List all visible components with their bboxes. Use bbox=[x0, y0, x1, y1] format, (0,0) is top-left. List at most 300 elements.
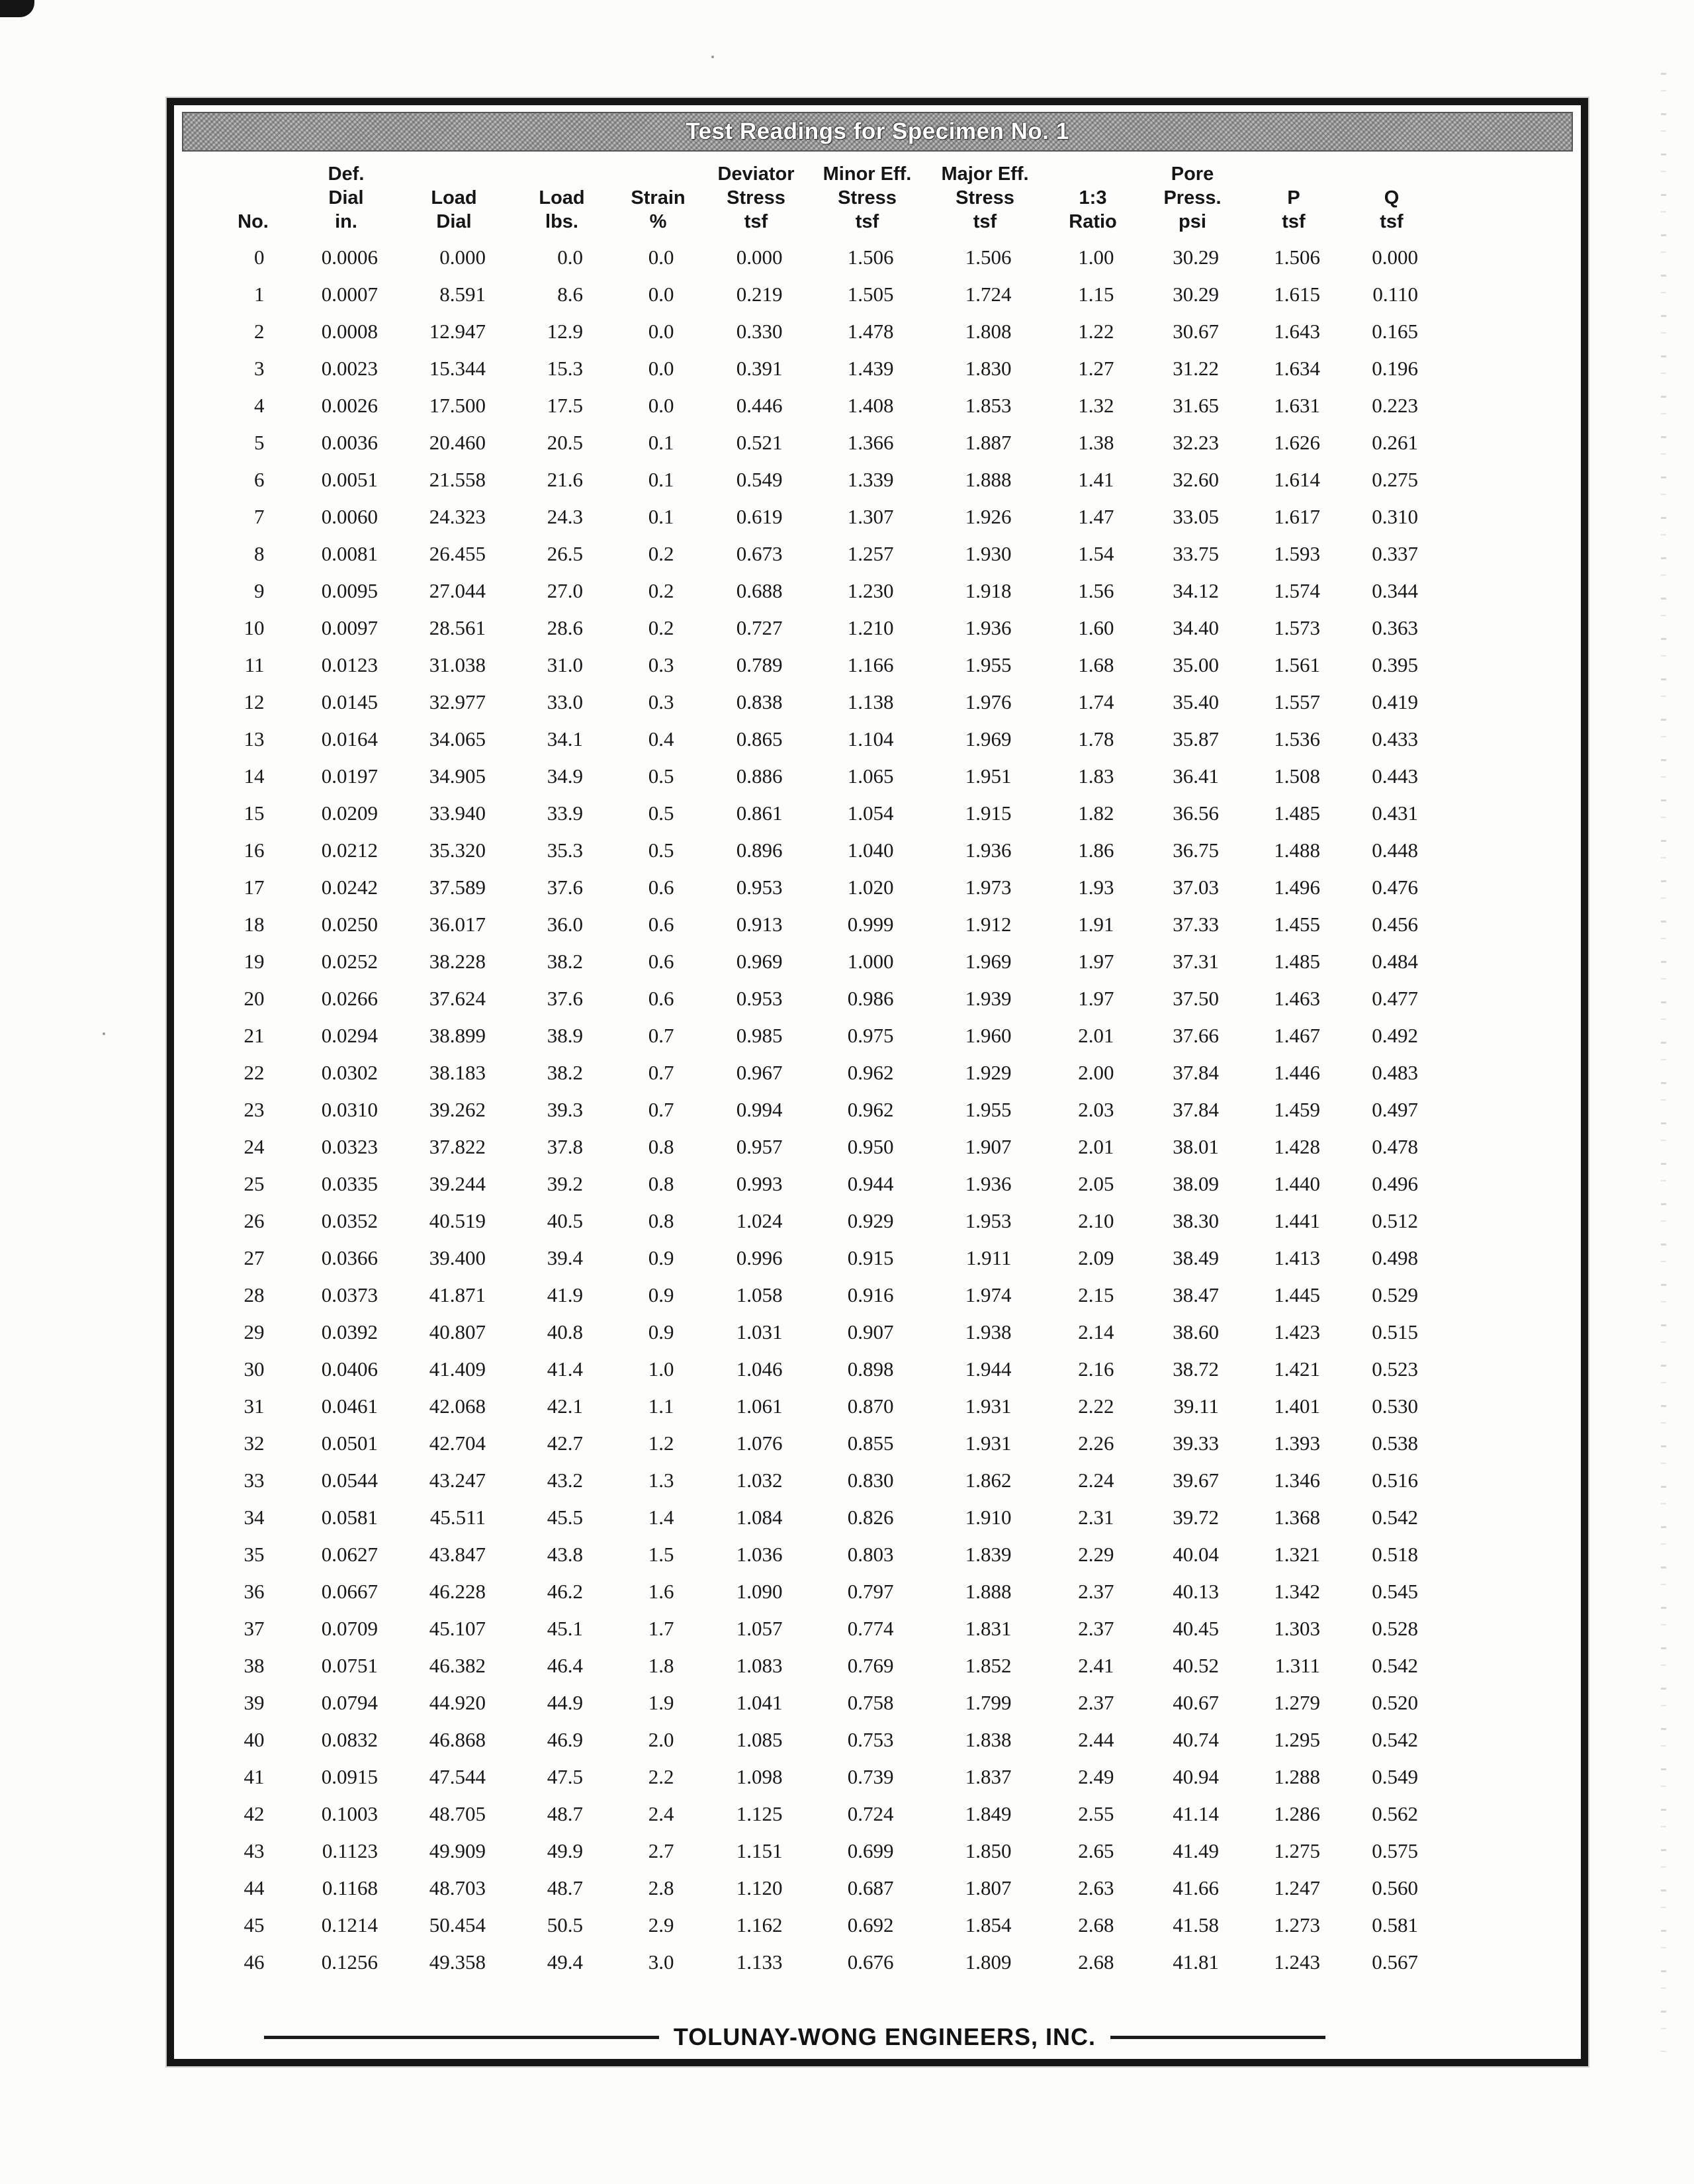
cell-value: 24 bbox=[244, 1135, 265, 1158]
cell-value: 17.500 bbox=[429, 394, 486, 417]
cell-value: 4 bbox=[254, 394, 265, 417]
cell-value: 41.49 bbox=[1173, 1839, 1219, 1862]
cell bbox=[1245, 906, 1343, 943]
cell-value: 0.838 bbox=[736, 690, 783, 713]
cell bbox=[1140, 980, 1245, 1017]
cell bbox=[702, 1314, 810, 1351]
cell bbox=[1245, 387, 1343, 424]
cell-value: 0.9 bbox=[648, 1246, 674, 1269]
cell bbox=[702, 906, 810, 943]
table-row bbox=[212, 980, 1441, 1017]
cell-value: 0.962 bbox=[847, 1061, 894, 1084]
cell bbox=[1245, 1499, 1343, 1536]
company-name: TOLUNAY-WONG ENGINEERS, INC. bbox=[673, 2023, 1096, 2050]
cell bbox=[614, 1462, 702, 1499]
cell-value: 0.0392 bbox=[321, 1320, 378, 1343]
cell bbox=[510, 1091, 614, 1128]
cell bbox=[702, 1128, 810, 1165]
cell-value: 0.769 bbox=[847, 1654, 894, 1677]
cell-value: 37.31 bbox=[1173, 950, 1219, 973]
cell bbox=[1046, 758, 1140, 795]
cell bbox=[810, 350, 924, 387]
cell-value: 21 bbox=[244, 1024, 265, 1047]
cell bbox=[924, 1240, 1046, 1277]
cell bbox=[212, 610, 294, 647]
cell bbox=[1343, 1091, 1441, 1128]
cell-value: 1.936 bbox=[965, 616, 1012, 639]
cell bbox=[702, 1944, 810, 1981]
cell-value: 1.808 bbox=[965, 320, 1012, 343]
cell bbox=[1343, 535, 1441, 572]
cell-value: 0.391 bbox=[736, 357, 783, 380]
cell bbox=[1343, 1796, 1441, 1833]
cell-value: 30.29 bbox=[1173, 246, 1219, 269]
cell-value: 2.22 bbox=[1078, 1394, 1114, 1418]
cell bbox=[1140, 1054, 1245, 1091]
cell-value: 0.994 bbox=[736, 1098, 783, 1121]
cell-value: 0.0352 bbox=[321, 1209, 378, 1232]
cell bbox=[924, 1017, 1046, 1054]
cell-value: 0.545 bbox=[1372, 1580, 1418, 1603]
cell-value: 15.344 bbox=[429, 357, 486, 380]
cell bbox=[294, 906, 398, 943]
cell-value: 0.0544 bbox=[321, 1469, 378, 1492]
table-row bbox=[212, 572, 1441, 610]
cell bbox=[1046, 906, 1140, 943]
table-row bbox=[212, 1833, 1441, 1870]
cell-value: 2.29 bbox=[1078, 1543, 1114, 1566]
table-row bbox=[212, 1721, 1441, 1758]
cell bbox=[702, 1684, 810, 1721]
cell-value: 21.6 bbox=[547, 468, 583, 491]
cell bbox=[1046, 795, 1140, 832]
cell bbox=[702, 1277, 810, 1314]
cell bbox=[614, 1721, 702, 1758]
cell-value: 2.10 bbox=[1078, 1209, 1114, 1232]
cell-value: 0.0373 bbox=[321, 1283, 378, 1306]
cell bbox=[1245, 1684, 1343, 1721]
cell-value: 31.65 bbox=[1173, 394, 1219, 417]
cell bbox=[810, 1017, 924, 1054]
cell-value: 1.342 bbox=[1274, 1580, 1320, 1603]
cell-value: 0.0212 bbox=[321, 839, 378, 862]
cell bbox=[510, 980, 614, 1017]
cell-value: 2.68 bbox=[1078, 1913, 1114, 1936]
cell-value: 1.496 bbox=[1274, 876, 1320, 899]
cell-value: 8.6 bbox=[557, 283, 583, 306]
cell-value: 1.799 bbox=[965, 1691, 1012, 1714]
table-row bbox=[212, 869, 1441, 906]
cell bbox=[1046, 239, 1140, 276]
table-row bbox=[212, 387, 1441, 424]
cell bbox=[702, 1870, 810, 1907]
cell bbox=[1140, 1091, 1245, 1128]
cell-value: 1.295 bbox=[1274, 1728, 1320, 1751]
cell-value: 49.4 bbox=[547, 1950, 583, 1974]
cell bbox=[1343, 721, 1441, 758]
cell-value: 0.0242 bbox=[321, 876, 378, 899]
cell-value: 1.041 bbox=[736, 1691, 783, 1714]
cell bbox=[1140, 943, 1245, 980]
cell-value: 1.505 bbox=[847, 283, 894, 306]
cell-value: 0.0252 bbox=[321, 950, 378, 973]
footer bbox=[183, 2021, 1572, 2054]
cell bbox=[614, 1351, 702, 1388]
cell-value: 1.162 bbox=[736, 1913, 783, 1936]
cell bbox=[1343, 498, 1441, 535]
cell-value: 1.321 bbox=[1274, 1543, 1320, 1566]
cell bbox=[212, 461, 294, 498]
cell-value: 0.727 bbox=[736, 616, 783, 639]
cell bbox=[810, 1758, 924, 1796]
col-header: 1:3 Ratio bbox=[1069, 187, 1117, 232]
cell bbox=[1343, 1165, 1441, 1203]
cell bbox=[614, 1314, 702, 1351]
cell-value: 1.631 bbox=[1274, 394, 1320, 417]
cell bbox=[702, 313, 810, 350]
cell bbox=[702, 1388, 810, 1425]
cell bbox=[924, 1128, 1046, 1165]
cell bbox=[212, 1425, 294, 1462]
cell-value: 31.038 bbox=[429, 653, 486, 676]
cell-value: 1.085 bbox=[736, 1728, 783, 1751]
cell bbox=[1046, 1091, 1140, 1128]
cell-value: 0.5 bbox=[648, 764, 674, 788]
cell-value: 39.72 bbox=[1173, 1506, 1219, 1529]
cell-value: 0.6 bbox=[648, 913, 674, 936]
cell-value: 38.2 bbox=[547, 950, 583, 973]
cell-value: 0.907 bbox=[847, 1320, 894, 1343]
cell-value: 0.975 bbox=[847, 1024, 894, 1047]
cell bbox=[212, 1870, 294, 1907]
cell bbox=[1140, 1388, 1245, 1425]
cell bbox=[294, 387, 398, 424]
cell-value: 0.0310 bbox=[321, 1098, 378, 1121]
cell-value: 25 bbox=[244, 1172, 265, 1195]
cell-value: 1.445 bbox=[1274, 1283, 1320, 1306]
cell-value: 1.83 bbox=[1078, 764, 1114, 788]
cell bbox=[924, 1425, 1046, 1462]
cell-value: 0 bbox=[254, 246, 265, 269]
cell bbox=[1046, 684, 1140, 721]
cell bbox=[810, 906, 924, 943]
footer-rule-left bbox=[264, 2036, 659, 2039]
cell-value: 31 bbox=[244, 1394, 265, 1418]
cell-value: 1.368 bbox=[1274, 1506, 1320, 1529]
cell-value: 1.084 bbox=[736, 1506, 783, 1529]
cell bbox=[398, 1758, 510, 1796]
cell bbox=[294, 1351, 398, 1388]
cell bbox=[924, 647, 1046, 684]
cell bbox=[924, 276, 1046, 313]
cell bbox=[1245, 758, 1343, 795]
cell bbox=[212, 1388, 294, 1425]
cell bbox=[702, 276, 810, 313]
cell-value: 1.973 bbox=[965, 876, 1012, 899]
cell-value: 40.5 bbox=[547, 1209, 583, 1232]
cell bbox=[614, 1054, 702, 1091]
cell-value: 6 bbox=[254, 468, 265, 491]
table-header bbox=[212, 162, 1441, 239]
cell bbox=[810, 535, 924, 572]
cell bbox=[510, 1610, 614, 1647]
cell bbox=[212, 758, 294, 795]
cell-value: 1.960 bbox=[965, 1024, 1012, 1047]
footer-rule-right bbox=[1110, 2036, 1325, 2039]
cell bbox=[398, 276, 510, 313]
cell bbox=[1046, 980, 1140, 1017]
cell-value: 38.72 bbox=[1173, 1357, 1219, 1381]
cell bbox=[398, 721, 510, 758]
cell bbox=[398, 1833, 510, 1870]
cell bbox=[1343, 869, 1441, 906]
cell bbox=[924, 758, 1046, 795]
cell-value: 0.0915 bbox=[321, 1765, 378, 1788]
cell bbox=[294, 276, 398, 313]
cell-value: 8.591 bbox=[439, 283, 486, 306]
cell bbox=[614, 387, 702, 424]
cell bbox=[702, 1573, 810, 1610]
cell bbox=[1245, 1240, 1343, 1277]
cell-value: 1.626 bbox=[1274, 431, 1320, 454]
cell bbox=[398, 1351, 510, 1388]
cell bbox=[212, 1240, 294, 1277]
cell bbox=[810, 572, 924, 610]
cell bbox=[614, 1203, 702, 1240]
cell-value: 1.536 bbox=[1274, 727, 1320, 751]
cell-value: 1.000 bbox=[847, 950, 894, 973]
cell-value: 1.38 bbox=[1078, 431, 1114, 454]
cell-value: 0.676 bbox=[847, 1950, 894, 1974]
cell-value: 1.54 bbox=[1078, 542, 1114, 565]
cell-value: 1.506 bbox=[965, 246, 1012, 269]
cell bbox=[398, 1721, 510, 1758]
cell-value: 41.9 bbox=[547, 1283, 583, 1306]
cell-value: 32 bbox=[244, 1432, 265, 1455]
cell bbox=[1245, 647, 1343, 684]
cell-value: 1.00 bbox=[1078, 246, 1114, 269]
cell-value: 0.560 bbox=[1372, 1876, 1418, 1899]
table-row bbox=[212, 795, 1441, 832]
cell bbox=[1140, 1944, 1245, 1981]
cell bbox=[1245, 1610, 1343, 1647]
cell-value: 41.409 bbox=[429, 1357, 486, 1381]
cell-value: 1.912 bbox=[965, 913, 1012, 936]
cell-value: 1.573 bbox=[1274, 616, 1320, 639]
table-row bbox=[212, 313, 1441, 350]
table-row bbox=[212, 1240, 1441, 1277]
cell-value: 39.244 bbox=[429, 1172, 486, 1195]
cell-value: 0.0250 bbox=[321, 913, 378, 936]
cell bbox=[810, 1870, 924, 1907]
cell-value: 1.724 bbox=[965, 283, 1012, 306]
cell bbox=[1140, 572, 1245, 610]
cell-value: 32.977 bbox=[429, 690, 486, 713]
cell-value: 2.09 bbox=[1078, 1246, 1114, 1269]
cell-value: 40 bbox=[244, 1728, 265, 1751]
cell-value: 50.5 bbox=[547, 1913, 583, 1936]
cell-value: 1.850 bbox=[965, 1839, 1012, 1862]
cell-value: 1.339 bbox=[847, 468, 894, 491]
cell-value: 11 bbox=[244, 653, 265, 676]
table-row bbox=[212, 1684, 1441, 1721]
table-row bbox=[212, 498, 1441, 535]
cell bbox=[702, 1425, 810, 1462]
cell-value: 43.247 bbox=[429, 1469, 486, 1492]
cell bbox=[1140, 832, 1245, 869]
cell bbox=[702, 239, 810, 276]
cell-value: 1.133 bbox=[736, 1950, 783, 1974]
cell bbox=[810, 1054, 924, 1091]
cell-value: 35.3 bbox=[547, 839, 583, 862]
cell-value: 1.065 bbox=[847, 764, 894, 788]
cell-value: 0.0302 bbox=[321, 1061, 378, 1084]
cell bbox=[1343, 1610, 1441, 1647]
cell-value: 0.996 bbox=[736, 1246, 783, 1269]
cell-value: 0.7 bbox=[648, 1024, 674, 1047]
cell bbox=[1140, 721, 1245, 758]
cell bbox=[398, 832, 510, 869]
cell-value: 38.899 bbox=[429, 1024, 486, 1047]
cell-value: 22 bbox=[244, 1061, 265, 1084]
cell-value: 0.000 bbox=[1372, 246, 1418, 269]
cell bbox=[212, 1128, 294, 1165]
cell bbox=[1140, 1203, 1245, 1240]
cell bbox=[398, 1907, 510, 1944]
cell-value: 0.477 bbox=[1372, 987, 1418, 1010]
cell bbox=[510, 795, 614, 832]
cell-value: 41.871 bbox=[429, 1283, 486, 1306]
cell-value: 1.97 bbox=[1078, 987, 1114, 1010]
cell bbox=[810, 943, 924, 980]
cell bbox=[810, 795, 924, 832]
report-frame bbox=[167, 98, 1588, 2066]
cell-value: 1.939 bbox=[965, 987, 1012, 1010]
cell bbox=[614, 1277, 702, 1314]
cell bbox=[212, 572, 294, 610]
cell bbox=[212, 832, 294, 869]
cell bbox=[1343, 350, 1441, 387]
cell bbox=[398, 1610, 510, 1647]
cell-value: 40.45 bbox=[1173, 1617, 1219, 1640]
cell-value: 37.33 bbox=[1173, 913, 1219, 936]
table-row bbox=[212, 535, 1441, 572]
cell-value: 0.0794 bbox=[321, 1691, 378, 1714]
table-row bbox=[212, 1610, 1441, 1647]
cell-value: 1.839 bbox=[965, 1543, 1012, 1566]
cell bbox=[702, 1758, 810, 1796]
cell bbox=[1343, 1425, 1441, 1462]
cell-value: 30.29 bbox=[1173, 283, 1219, 306]
cell bbox=[212, 1721, 294, 1758]
cell-value: 31.22 bbox=[1173, 357, 1219, 380]
cell bbox=[1046, 424, 1140, 461]
cell-value: 0.0 bbox=[648, 394, 674, 417]
cell-value: 20.460 bbox=[429, 431, 486, 454]
cell bbox=[614, 1944, 702, 1981]
cell bbox=[614, 424, 702, 461]
cell-value: 0.492 bbox=[1372, 1024, 1418, 1047]
cell bbox=[212, 498, 294, 535]
cell bbox=[294, 1462, 398, 1499]
cell-value: 16 bbox=[244, 839, 265, 862]
cell bbox=[294, 1907, 398, 1944]
cell bbox=[1046, 1721, 1140, 1758]
cell-value: 1.91 bbox=[1078, 913, 1114, 936]
cell-value: 0.431 bbox=[1372, 801, 1418, 825]
table-row bbox=[212, 1091, 1441, 1128]
cell bbox=[1140, 610, 1245, 647]
cell bbox=[510, 1388, 614, 1425]
cell bbox=[398, 1091, 510, 1128]
cell-value: 43.847 bbox=[429, 1543, 486, 1566]
cell-value: 0.0627 bbox=[321, 1543, 378, 1566]
cell-value: 38.2 bbox=[547, 1061, 583, 1084]
cell bbox=[398, 1388, 510, 1425]
cell bbox=[1245, 1128, 1343, 1165]
table-body bbox=[212, 239, 1441, 1981]
cell-value: 36.41 bbox=[1173, 764, 1219, 788]
cell-value: 1.955 bbox=[965, 1098, 1012, 1121]
cell bbox=[1140, 1721, 1245, 1758]
cell bbox=[1343, 1907, 1441, 1944]
cell bbox=[1140, 1017, 1245, 1054]
cell-value: 1.024 bbox=[736, 1209, 783, 1232]
cell-value: 1.286 bbox=[1274, 1802, 1320, 1825]
table-row bbox=[212, 1944, 1441, 1981]
cell bbox=[1343, 1499, 1441, 1536]
cell bbox=[810, 1203, 924, 1240]
cell bbox=[1343, 1203, 1441, 1240]
cell-value: 0.0006 bbox=[321, 246, 378, 269]
cell-value: 0.8 bbox=[648, 1209, 674, 1232]
cell bbox=[614, 1573, 702, 1610]
cell-value: 38.47 bbox=[1173, 1283, 1219, 1306]
cell bbox=[212, 980, 294, 1017]
cell-value: 1.104 bbox=[847, 727, 894, 751]
cell bbox=[614, 498, 702, 535]
cell bbox=[1343, 610, 1441, 647]
cell bbox=[510, 350, 614, 387]
cell-value: 0.789 bbox=[736, 653, 783, 676]
cell-value: 1.82 bbox=[1078, 801, 1114, 825]
cell bbox=[614, 758, 702, 795]
cell-value: 1.279 bbox=[1274, 1691, 1320, 1714]
cell bbox=[510, 1240, 614, 1277]
cell bbox=[212, 1054, 294, 1091]
cell bbox=[1245, 1721, 1343, 1758]
cell-value: 2.01 bbox=[1078, 1135, 1114, 1158]
cell bbox=[1046, 461, 1140, 498]
cell bbox=[702, 1240, 810, 1277]
cell-value: 0.0036 bbox=[321, 431, 378, 454]
cell bbox=[924, 1684, 1046, 1721]
cell bbox=[810, 1907, 924, 1944]
cell-value: 0.549 bbox=[736, 468, 783, 491]
cell bbox=[1046, 1017, 1140, 1054]
cell-value: 45 bbox=[244, 1913, 265, 1936]
cell bbox=[1343, 906, 1441, 943]
cell bbox=[1046, 1758, 1140, 1796]
cell bbox=[294, 1536, 398, 1573]
cell-value: 0.3 bbox=[648, 653, 674, 676]
cell bbox=[924, 572, 1046, 610]
cell-value: 10 bbox=[244, 616, 265, 639]
cell bbox=[1046, 1647, 1140, 1684]
cell bbox=[614, 1647, 702, 1684]
cell-value: 2.00 bbox=[1078, 1061, 1114, 1084]
cell-value: 1.040 bbox=[847, 839, 894, 862]
